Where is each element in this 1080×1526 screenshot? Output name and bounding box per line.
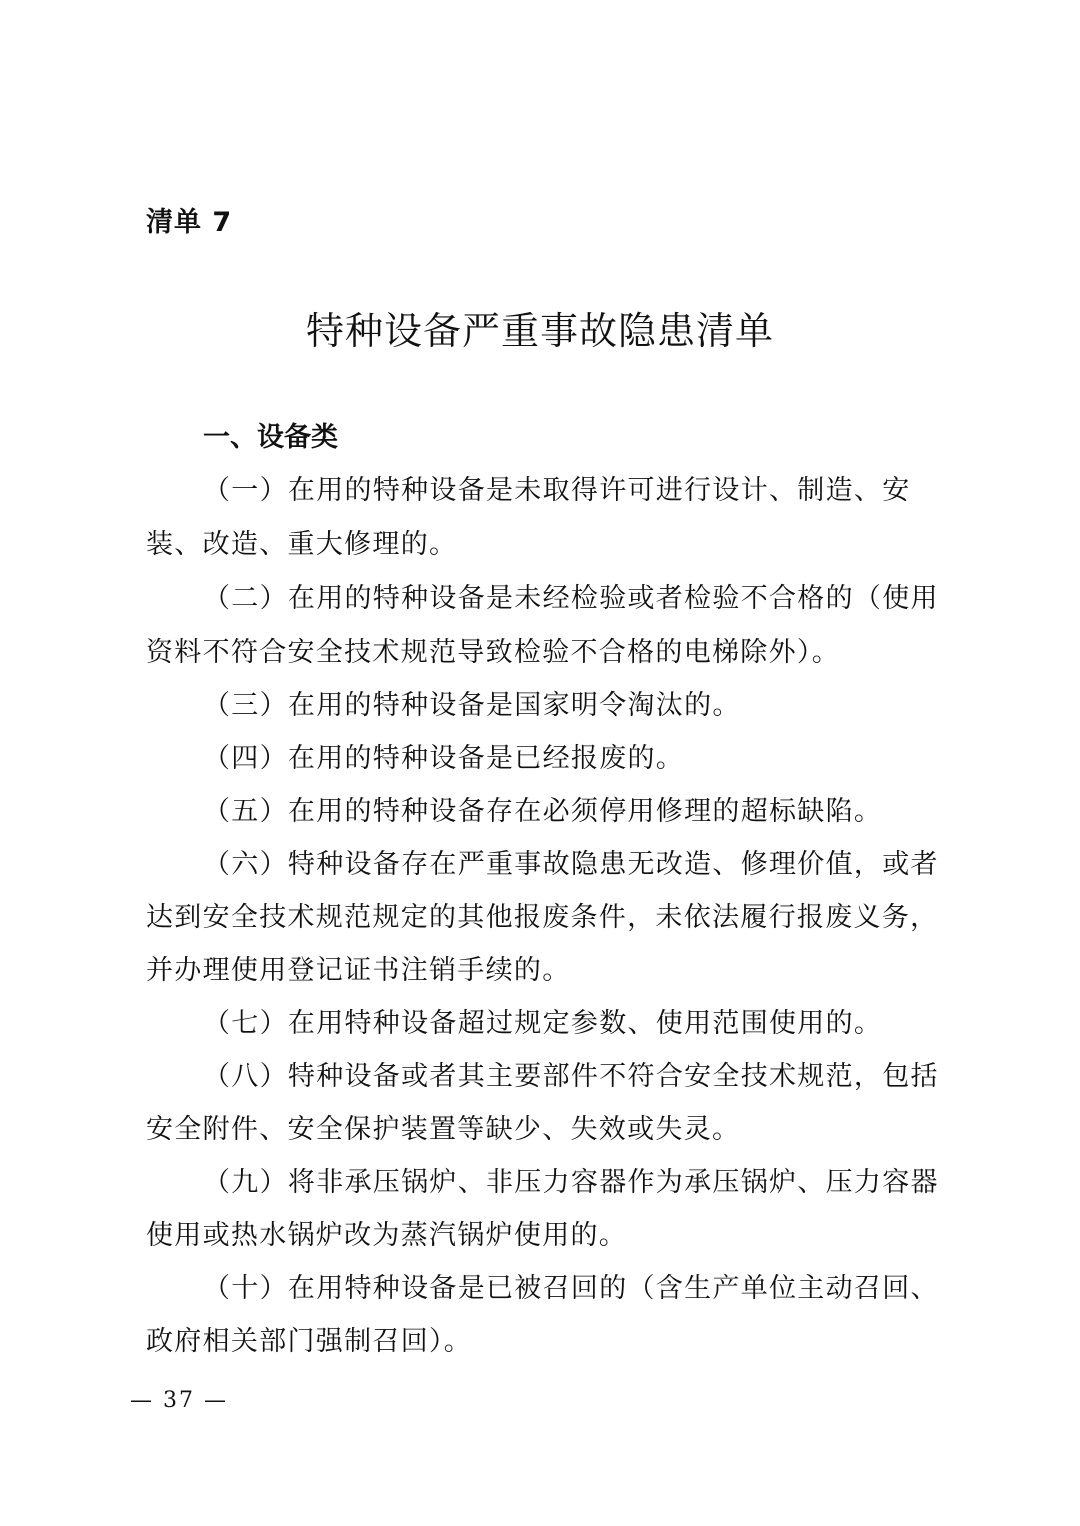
item-2-line-1: （二）在用的特种设备是未经检验或者检验不合格的（使用 — [203, 583, 939, 614]
item-9-line-2: 使用或热水锅炉改为蒸汽锅炉使用的。 — [146, 1220, 628, 1251]
list-label: 清单 7 — [146, 207, 233, 238]
item-1-line-1: （一）在用的特种设备是未取得许可进行设计、制造、安 — [203, 475, 911, 506]
page-title: 特种设备严重事故隐患清单 — [305, 309, 774, 353]
item-8-line-2: 安全附件、安全保护装置等缺少、失效或失灵。 — [146, 1114, 741, 1145]
item-7-line-1: （七）在用特种设备超过规定参数、使用范围使用的。 — [203, 1008, 883, 1039]
item-8-line-1: （八）特种设备或者其主要部件不符合安全技术规范，包括 — [203, 1061, 939, 1092]
page-number: — 37 — — [130, 1388, 228, 1413]
item-6-line-3: 并办理使用登记证书注销手续的。 — [146, 955, 571, 986]
item-6-line-1: （六）特种设备存在严重事故隐患无改造、修理价值，或者 — [203, 849, 939, 880]
item-10-line-1: （十）在用特种设备是已被召回的（含生产单位主动召回、 — [203, 1273, 939, 1304]
item-5-line-1: （五）在用的特种设备存在必须停用修理的超标缺陷。 — [203, 796, 883, 827]
item-4-line-1: （四）在用的特种设备是已经报废的。 — [203, 743, 685, 774]
item-3-line-1: （三）在用的特种设备是国家明令淘汰的。 — [203, 690, 741, 721]
item-2-line-2: 资料不符合安全技术规范导致检验不合格的电梯除外）。 — [146, 637, 840, 668]
item-9-line-1: （九）将非承压锅炉、非压力容器作为承压锅炉、压力容器 — [203, 1167, 939, 1198]
item-6-line-2: 达到安全技术规范规定的其他报废条件，未依法履行报废义务， — [146, 902, 939, 933]
item-1-line-2: 装、改造、重大修理的。 — [146, 529, 458, 560]
section-heading: 一、设备类 — [203, 422, 338, 453]
item-10-line-2: 政府相关部门强制召回）。 — [146, 1326, 473, 1357]
